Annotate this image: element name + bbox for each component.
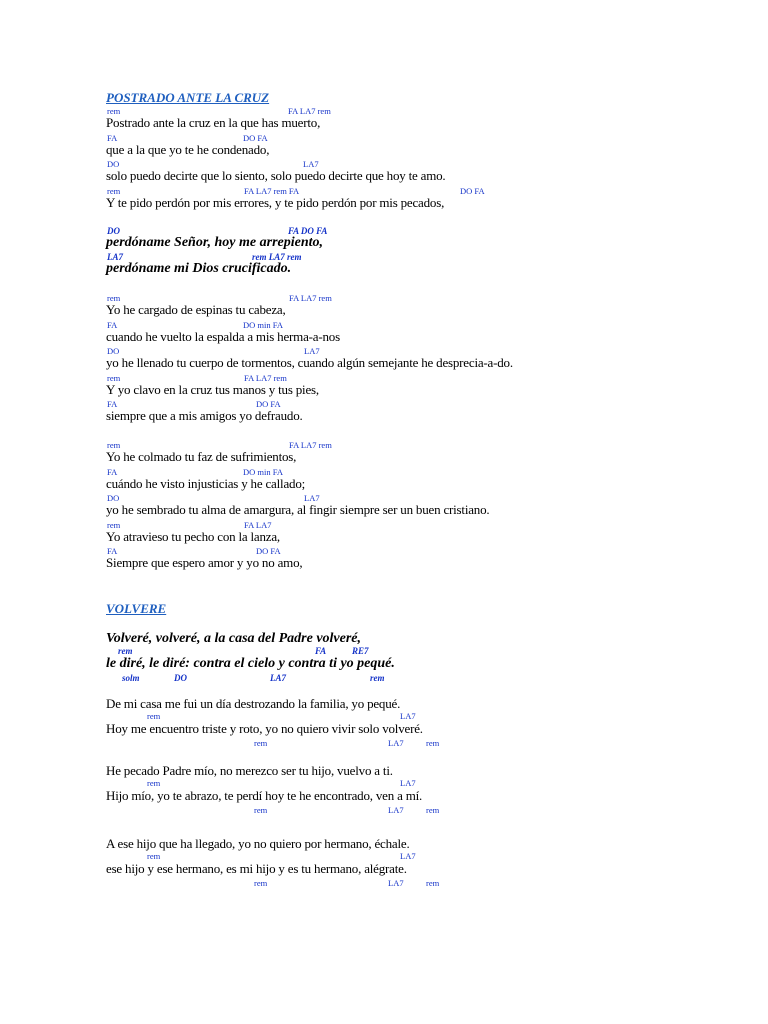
- chord-label: LA7: [400, 711, 416, 721]
- chord-label: rem: [426, 805, 440, 815]
- chord-label: FA: [315, 646, 327, 656]
- chord-label: LA7: [270, 673, 287, 683]
- chord-label: FA LA7 rem: [288, 106, 331, 116]
- chord-label: LA7: [388, 878, 404, 888]
- chord-label: RE7: [352, 646, 369, 656]
- song-title-postrado[interactable]: POSTRADO ANTE LA CRUZ: [106, 90, 270, 105]
- chord-label: FA: [107, 546, 118, 556]
- song-title-volvere[interactable]: VOLVERE: [106, 601, 167, 616]
- chord-label: LA7: [107, 252, 124, 262]
- lyric-line: solo puedo decirte que lo siento, solo puedo decirte que hoy te amo.: [106, 168, 446, 183]
- chord-label: rem: [107, 106, 121, 116]
- chord-label: FA LA7 rem FA: [244, 185, 300, 196]
- chord-label: DO min FA: [243, 319, 283, 330]
- chorus-line: perdóname Señor, hoy me arrepiento,: [106, 235, 324, 250]
- lyric-line: De mi casa me fui un día destrozando la familia, yo pequé.: [106, 696, 401, 711]
- chord-label: LA7: [388, 805, 404, 815]
- lyric-line: cuando he vuelto la espalda a mis herma-a-nos: [106, 328, 340, 344]
- lyric-line: He pecado Padre mío, no merezco ser tu hijo, vuelvo a ti.: [106, 763, 393, 778]
- lyric-line: ese hijo y ese hermano, es mi hijo y es tu hermano, alégrate.: [106, 861, 407, 876]
- chord-label: rem: [254, 738, 268, 748]
- chorus-line: le diré, le diré: contra el cielo y contra ti yo pequé.: [106, 656, 395, 671]
- chord-label: rem: [107, 185, 121, 196]
- chord-label: rem: [426, 878, 440, 888]
- lyric-line: Siempre que espero amor y yo no amo,: [106, 555, 303, 570]
- chorus-line: Volveré, volveré, a la casa del Padre volveré,: [106, 631, 362, 646]
- chord-label: LA7: [400, 778, 416, 788]
- lyric-line: Y te pido perdón por mis errores, y te pido perdón por mis pecados,: [106, 194, 445, 210]
- chord-label: rem: [107, 440, 121, 450]
- lyric-line: Hijo mío, yo te abrazo, te perdí hoy te he encontrado, ven a mí.: [106, 788, 423, 803]
- chord-label: FA: [107, 132, 118, 143]
- chord-label: FA LA7: [244, 519, 272, 530]
- chord-label: FA: [107, 466, 118, 477]
- lyric-line: que a la que yo te he condenado,: [106, 141, 270, 157]
- chord-label: rem: [254, 878, 268, 888]
- lyric-line: Postrado ante la cruz en la que has muerto,: [106, 115, 321, 130]
- chorus-line: perdóname mi Dios crucificado.: [106, 261, 292, 276]
- chord-label: FA LA7 rem: [289, 293, 332, 303]
- chord-label: rem: [118, 646, 133, 656]
- chord-label: DO FA: [256, 399, 281, 409]
- chord-label: solm: [122, 673, 140, 683]
- chord-label: DO: [107, 493, 120, 503]
- chord-label: rem: [370, 673, 385, 683]
- lyric-line: yo he llenado tu cuerpo de tormentos, cuando algún semejante he desprecia-a-do.: [106, 355, 513, 370]
- chord-label: DO: [107, 346, 120, 356]
- chord-label: rem: [107, 293, 121, 303]
- lyric-line: Yo atravieso tu pecho con la lanza,: [106, 528, 280, 544]
- chord-label: LA7: [303, 159, 319, 169]
- chord-label: FA: [107, 399, 118, 409]
- chord-label: FA LA7 rem: [244, 372, 287, 383]
- lyric-line: Y yo clavo en la cruz tus manos y tus pies,: [106, 381, 319, 397]
- chord-label: rem LA7 rem: [252, 252, 302, 262]
- chord-label: LA7: [388, 738, 404, 748]
- chord-label: FA LA7 rem: [289, 440, 332, 450]
- lyric-line: A ese hijo que ha llegado, yo no quiero por hermano, échale.: [106, 836, 410, 851]
- lyric-line: Yo he cargado de espinas tu cabeza,: [106, 302, 286, 317]
- chord-label: DO FA: [256, 546, 281, 556]
- chord-label: DO: [107, 159, 120, 169]
- chord-label: rem: [147, 778, 161, 788]
- chord-label: LA7: [400, 851, 416, 861]
- chord-label: rem: [107, 519, 121, 530]
- chord-label: DO: [174, 673, 187, 683]
- chord-label: FA: [107, 319, 118, 330]
- lyric-line: yo he sembrado tu alma de amargura, al fingir siempre ser un buen cristiano.: [106, 502, 490, 517]
- chord-label: rem: [107, 372, 121, 383]
- lyric-line: Hoy me encuentro triste y roto, yo no quiero vivir solo volveré.: [106, 721, 423, 736]
- chord-label: rem: [426, 738, 440, 748]
- chord-label: DO FA: [460, 185, 485, 196]
- chord-label: DO FA: [243, 132, 268, 143]
- lyric-line: siempre que a mis amigos yo defraudo.: [106, 408, 303, 423]
- chord-label: LA7: [304, 346, 320, 356]
- lyric-line: Yo he colmado tu faz de sufrimientos,: [106, 449, 297, 464]
- chord-label: FA DO FA: [288, 226, 328, 236]
- chord-label: rem: [254, 805, 268, 815]
- lyric-line: cuándo he visto injusticias y he callado;: [106, 475, 306, 491]
- chord-label: DO min FA: [243, 466, 283, 477]
- chord-label: DO: [107, 226, 120, 236]
- chord-label: rem: [147, 711, 161, 721]
- chord-label: rem: [147, 851, 161, 861]
- chord-label: LA7: [304, 493, 320, 503]
